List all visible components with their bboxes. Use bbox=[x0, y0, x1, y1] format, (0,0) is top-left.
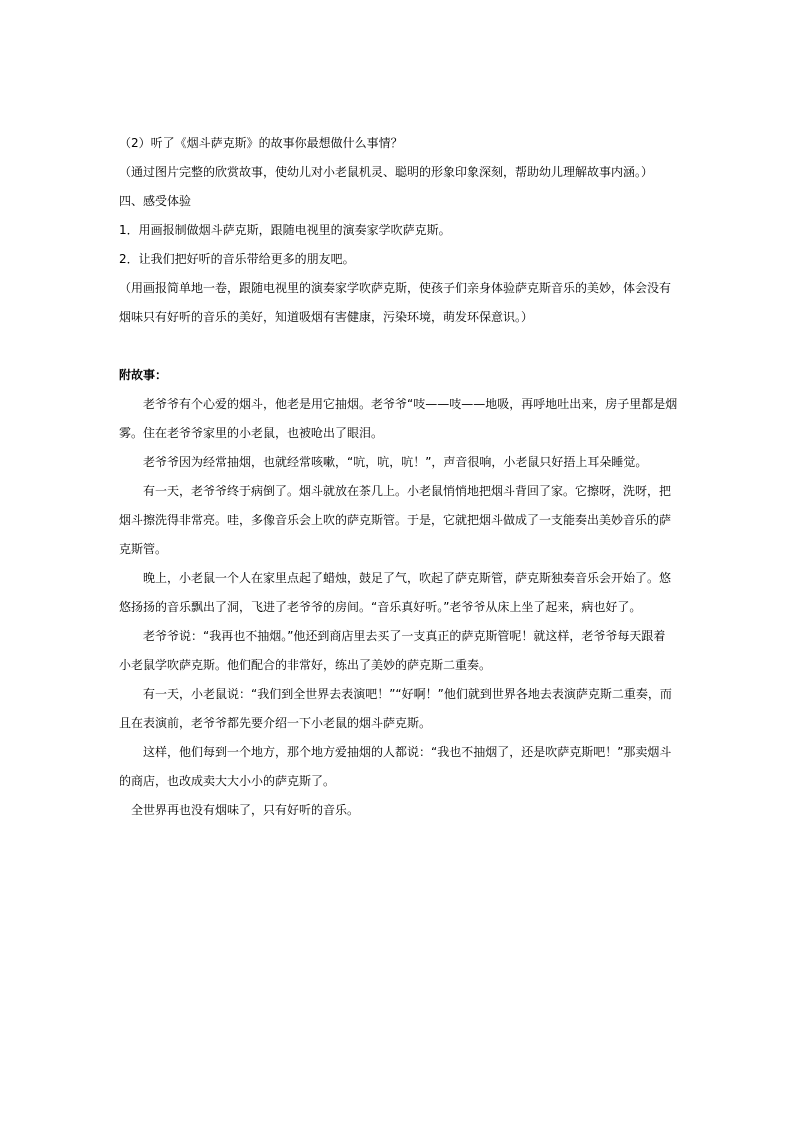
story-paragraph bbox=[119, 390, 679, 448]
story-paragraph bbox=[119, 680, 679, 738]
story-paragraph bbox=[119, 738, 679, 796]
document-content bbox=[119, 129, 679, 825]
story-paragraph bbox=[119, 448, 679, 477]
story-line: 的商店，也改成卖大大小小的萨克斯了。 bbox=[119, 774, 336, 788]
story-line: 这样，他们每到一个地方，那个地方爱抽烟的人都说：“我也不抽烟了，还是吹萨克斯吧！”那卖烟斗 bbox=[143, 745, 672, 759]
note-1: （通过图片完整的欣赏故事，使幼儿对小老鼠机灵、聪明的形象印象深刻，帮助幼儿理解故事内涵。） bbox=[119, 165, 654, 179]
section-4-title: 四、感受体验 bbox=[119, 194, 192, 208]
story-line: 有一天，小老鼠说：“我们到全世界去表演吧！”“好啊！”他们就到世界各地去表演萨克斯二重奏，而 bbox=[143, 687, 672, 701]
story-line: 悠扬扬的音乐飘出了洞，飞进了老爷爷的房间。“音乐真好听。”老爷爷从床上坐了起来，病也好了。 bbox=[119, 600, 642, 614]
story-line: 小老鼠学吹萨克斯。他们配合的非常好，练出了美妙的萨克斯二重奏。 bbox=[119, 658, 492, 672]
story-paragraph bbox=[119, 477, 679, 564]
story-line: 老爷爷有个心爱的烟斗，他老是用它抽烟。老爷爷“吱——吱——地吸，再呼地吐出来，房子里都是烟 bbox=[143, 397, 678, 411]
story-line: 有一天，老爷爷终于病倒了。烟斗就放在茶几上。小老鼠悄悄地把烟斗背回了家。它擦呀，洗呀，把 bbox=[143, 484, 672, 498]
blank-line bbox=[119, 332, 679, 361]
story-line: 老爷爷因为经常抽烟，也就经常咳嗽，“吭，吭，吭！”，声音很响，小老鼠只好捂上耳朵睡觉。 bbox=[143, 455, 648, 469]
story-line: 烟斗擦洗得非常亮。哇，多像音乐会上吹的萨克斯管。于是，它就把烟斗做成了一支能奏出美妙音乐的萨 bbox=[119, 513, 672, 527]
question-2: （2）听了《烟斗萨克斯》的故事你最想做什么事情？ bbox=[119, 136, 403, 150]
story-line: 晚上，小老鼠一个人在家里点起了蜡烛，鼓足了气，吹起了萨克斯管，萨克斯独奏音乐会开始了。悠 bbox=[143, 571, 672, 585]
story-line: 雾。住在老爷爷家里的小老鼠，也被呛出了眼泪。 bbox=[119, 426, 384, 440]
story-line: 且在表演前，老爷爷都先要介绍一下小老鼠的烟斗萨克斯。 bbox=[119, 716, 432, 730]
step-2: 2．让我们把好听的音乐带给更多的朋友吧。 bbox=[119, 252, 355, 266]
step-1: 1．用画报制做烟斗萨克斯，跟随电视里的演奏家学吹萨克斯。 bbox=[119, 223, 451, 237]
story-heading: 附故事： bbox=[119, 368, 168, 382]
story-paragraph bbox=[119, 564, 679, 622]
story-line: 克斯管。 bbox=[119, 542, 168, 556]
story-paragraph bbox=[119, 622, 679, 680]
note-2-line-2: 烟味只有好听的音乐的美好，知道吸烟有害健康，污染环境，萌发环保意识。） bbox=[119, 310, 534, 324]
story-ending: 全世界再也没有烟味了，只有好听的音乐。 bbox=[131, 803, 360, 817]
story-line: 老爷爷说：“我再也不抽烟。”他还到商店里去买了一支真正的萨克斯管呢！就这样，老爷爷每天跟着 bbox=[143, 629, 666, 643]
note-2-line-1: （用画报简单地一卷，跟随电视里的演奏家学吹萨克斯，使孩子们亲身体验萨克斯音乐的美妙，体会没有 bbox=[119, 281, 672, 295]
